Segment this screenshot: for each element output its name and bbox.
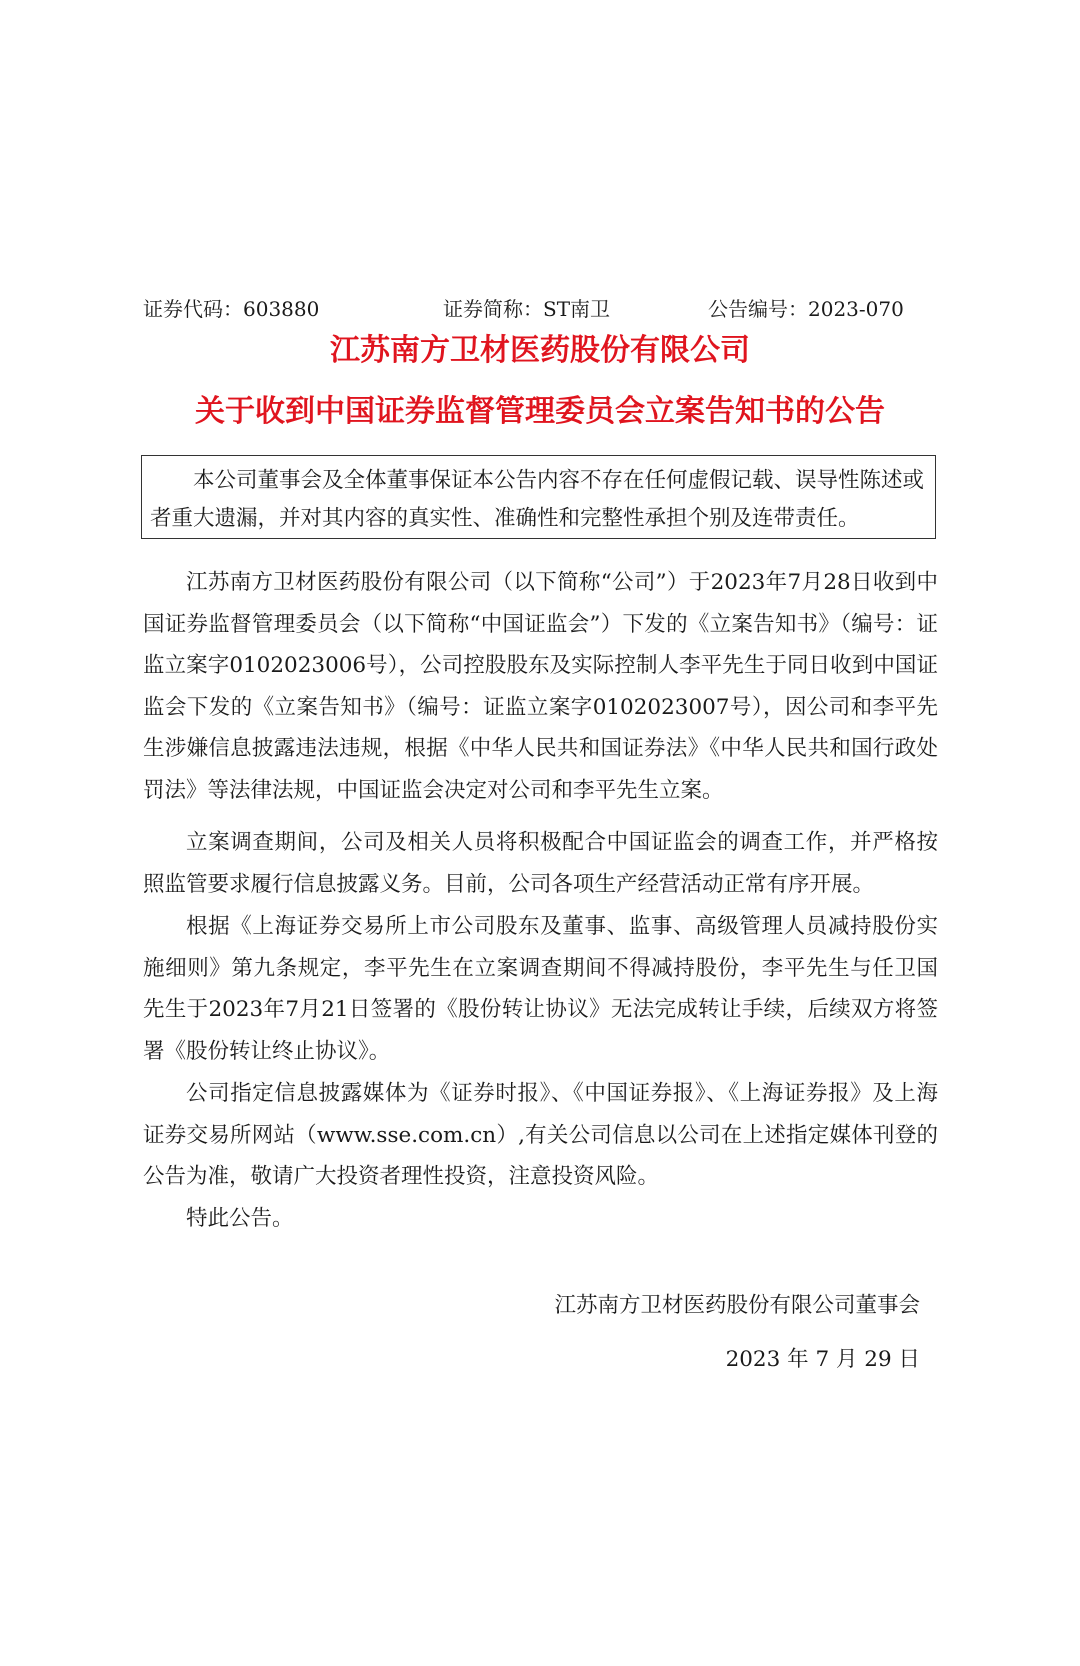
company-title: 江苏南方卫材医药股份有限公司	[330, 333, 750, 368]
body-paragraph-share-reduction: 根据《上海证券交易所上市公司股东及董事、监事、高级管理人员减持股份实施细则》第九条规定，李平先生在立案调查期间不得减持股份，李平先生与任卫国先生于2023年7月21日签署的《股份转让协议》无法完成转让手续，后续双方将签署《股份转让终止协议》。	[143, 914, 938, 1064]
stock-abbreviation: 证券简称：ST南卫	[443, 297, 611, 321]
signature-date: 2023 年 7 月 29 日	[725, 1347, 920, 1372]
security-info-row	[143, 294, 943, 324]
disclaimer-text: 本公司董事会及全体董事保证本公告内容不存在任何虚假记载、误导性陈述或者重大遗漏，并对其内容的真实性、准确性和完整性承担个别及连带责任。	[150, 468, 925, 531]
body-paragraph-cooperation: 立案调查期间，公司及相关人员将积极配合中国证监会的调查工作，并严格按照监管要求履行信息披露义务。目前，公司各项生产经营活动正常有序开展。	[143, 830, 938, 897]
body-paragraph-media: 公司指定信息披露媒体为《证券时报》、《中国证券报》、《上海证券报》及上海证券交易所网站（www.sse.com.cn）,有关公司信息以公司在上述指定媒体刊登的公告为准，敬请广大投资者理性投资，注意投资风险。	[143, 1081, 938, 1189]
body-paragraph-case-filing: 江苏南方卫材医药股份有限公司（以下简称“公司”）于2023年7月28日收到中国证券监督管理委员会（以下简称“中国证监会”）下发的《立案告知书》（编号：证监立案字0102023006号），公司控股股东及实际控制人李平先生于同日收到中国证监会下发的《立案告知书》（编号：证监立案字0102023007号），因公司和李平先生涉嫌信息披露违法违规，根据《中华人民共和国证券法》《中华人民共和国行政处罚法》等法律法规，中国证监会决定对公司和李平先生立案。	[143, 570, 938, 803]
signature-board: 江苏南方卫材医药股份有限公司董事会	[554, 1293, 920, 1318]
disclaimer-box	[141, 455, 936, 539]
body-paragraph-closing: 特此公告。	[186, 1206, 294, 1231]
announcement-title: 关于收到中国证券监督管理委员会立案告知书的公告	[195, 394, 885, 429]
announcement-number: 公告编号：2023-070	[708, 297, 904, 321]
stock-code: 证券代码：603880	[143, 297, 320, 321]
